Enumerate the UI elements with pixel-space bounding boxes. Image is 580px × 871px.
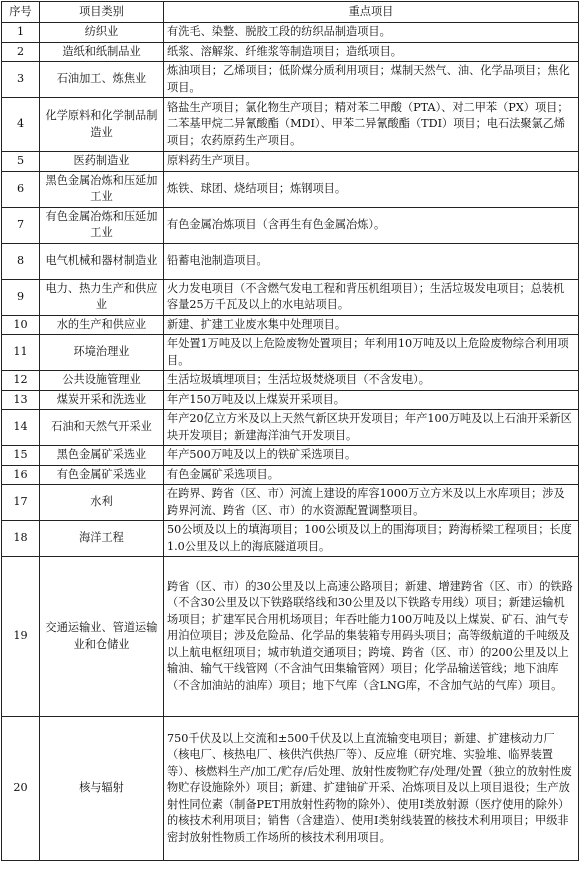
table-row — [2, 315, 579, 335]
row-number: 15 — [2, 446, 40, 466]
row-number: 4 — [2, 98, 40, 152]
row-projects: 在跨界、跨省（区、市）河流上建设的库容1000万立方米及以上水库项目；涉及跨界河流、跨省（区、市）的水资源配置调整项目。 — [164, 485, 579, 521]
table-row — [2, 371, 579, 391]
table-row — [2, 23, 579, 43]
table-row — [2, 465, 579, 485]
row-projects: 年产500万吨及以上的铁矿采选项目。 — [164, 446, 579, 466]
row-number: 11 — [2, 335, 40, 371]
table-row — [2, 410, 579, 446]
row-category: 海洋工程 — [40, 521, 164, 557]
row-number: 18 — [2, 521, 40, 557]
table-row — [2, 521, 579, 557]
row-projects: 铅蓄电池制造项目。 — [164, 243, 579, 279]
row-projects: 新建、扩建工业废水集中处理项目。 — [164, 315, 579, 335]
row-category: 化学原料和化学制品制造业 — [40, 98, 164, 152]
row-number: 8 — [2, 243, 40, 279]
row-category: 有色金属冶炼和压延加工业 — [40, 207, 164, 243]
table-row — [2, 485, 579, 521]
header-projects: 重点项目 — [164, 2, 579, 23]
table-row — [2, 557, 579, 717]
row-projects: 铬盐生产项目；氯化物生产项目；精对苯二甲酸（PTA）、对二甲苯（PX）项目；二苯基甲烷二异氰酸酯（MDI）、甲苯二异氰酸酯（TDI）项目；电石法聚氯乙烯项目；农药原药生产项目。 — [164, 98, 579, 152]
row-projects: 有色金属冶炼项目（含再生有色金属冶炼）。 — [164, 207, 579, 243]
header-no: 序号 — [2, 2, 40, 23]
row-number: 1 — [2, 23, 40, 43]
row-category: 煤炭开采和洗选业 — [40, 390, 164, 410]
row-projects: 原料药生产项目。 — [164, 152, 579, 172]
table-row — [2, 717, 579, 861]
row-category: 造纸和纸制品业 — [40, 42, 164, 62]
row-projects: 生活垃圾填埋项目；生活垃圾焚烧项目（不含发电）。 — [164, 371, 579, 391]
table-row — [2, 171, 579, 207]
row-category: 公共设施管理业 — [40, 371, 164, 391]
table-row — [2, 335, 579, 371]
row-category: 交通运输业、管道运输业和仓储业 — [40, 557, 164, 717]
row-projects: 有色金属矿采选项目。 — [164, 465, 579, 485]
row-category: 水利 — [40, 485, 164, 521]
table-row — [2, 446, 579, 466]
row-number: 3 — [2, 62, 40, 98]
row-category: 核与辐射 — [40, 717, 164, 861]
row-category: 石油加工、炼焦业 — [40, 62, 164, 98]
row-projects: 年产20亿立方米及以上天然气新区块开发项目；年产100万吨及以上石油开采新区块开发项目；新建海洋油气开发项目。 — [164, 410, 579, 446]
row-number: 5 — [2, 152, 40, 172]
row-number: 20 — [2, 717, 40, 861]
row-category: 电力、热力生产和供应业 — [40, 279, 164, 315]
row-projects: 有洗毛、染整、脱胶工段的纺织品制造项目。 — [164, 23, 579, 43]
row-number: 13 — [2, 390, 40, 410]
row-projects: 年产150万吨及以上煤炭开采项目。 — [164, 390, 579, 410]
row-number: 12 — [2, 371, 40, 391]
row-projects: 750千伏及以上交流和±500千伏及以上直流输变电项目；新建、扩建核动力厂（核电厂、核热电厂、核供汽供热厂等）、反应堆（研究堆、实验堆、临界装置等）、核燃料生产/加工/贮存/后处理、放射性废物贮存/处理/处置（独立的放射性废物贮存设施除外）项目；新建、扩建铀矿开采、冶炼项目及以上项目退役；生产放射性同位素（制备PET用放射性药物的除外）、使用Ⅰ类放射源（医疗使用的除外）的核技术利用项目；销售（含建造）、使用Ⅰ类射线装置的核技术利用项目；甲级非密封放射性物质工作场所的核技术利用项目。 — [164, 717, 579, 861]
key-projects-table — [1, 1, 579, 861]
row-category: 黑色金属矿采选业 — [40, 446, 164, 466]
row-number: 6 — [2, 171, 40, 207]
table-row — [2, 98, 579, 152]
table-row — [2, 62, 579, 98]
row-category: 纺织业 — [40, 23, 164, 43]
row-projects: 纸浆、溶解浆、纤维浆等制造项目；造纸项目。 — [164, 42, 579, 62]
row-number: 9 — [2, 279, 40, 315]
table-row — [2, 207, 579, 243]
header-category: 项目类别 — [40, 2, 164, 23]
table-row — [2, 279, 579, 315]
table-row — [2, 390, 579, 410]
row-projects: 跨省（区、市）的30公里及以上高速公路项目；新建、增建跨省（区、市）的铁路（不含30公里及以下铁路联络线和30公里及以下铁路专用线）项目；新建运输机场项目；扩建军民合用机场项目；年吞吐能力100万吨及以上煤炭、矿石、油气专用泊位项目；涉及危险品、化学品的集装箱专用码头项目；高等级航道的千吨级及以上航电枢纽项目；城市轨道交通项目；跨境、跨省（区、市）的200公里及以上输油、输气干线管网（不含油气田集输管网）项目；化学品输送管线；地下油库（不含加油站的油库）项目；地下气库（含LNG库，不含加气站的气库）项目。 — [164, 557, 579, 717]
row-category: 石油和天然气开采业 — [40, 410, 164, 446]
table-row — [2, 42, 579, 62]
row-category: 环境治理业 — [40, 335, 164, 371]
row-projects: 火力发电项目（不含燃气发电工程和背压机组项目）；生活垃圾发电项目；总装机容量25万千瓦及以上的水电站项目。 — [164, 279, 579, 315]
row-number: 7 — [2, 207, 40, 243]
row-number: 16 — [2, 465, 40, 485]
row-projects: 年处置1万吨及以上危险废物处置项目；年利用10万吨及以上危险废物综合利用项目。 — [164, 335, 579, 371]
row-number: 17 — [2, 485, 40, 521]
row-projects: 炼铁、球团、烧结项目；炼钢项目。 — [164, 171, 579, 207]
row-category: 水的生产和供应业 — [40, 315, 164, 335]
row-projects: 50公顷及以上的填海项目；100公顷及以上的围海项目；跨海桥梁工程项目；长度1.0公里及以上的海底隧道项目。 — [164, 521, 579, 557]
row-category: 黑色金属冶炼和压延加工业 — [40, 171, 164, 207]
row-projects: 炼油项目；乙烯项目；低阶煤分质利用项目；煤制天然气、油、化学品项目；焦化项目。 — [164, 62, 579, 98]
table-row — [2, 243, 579, 279]
row-category: 电气机械和器材制造业 — [40, 243, 164, 279]
row-category: 医药制造业 — [40, 152, 164, 172]
table-row — [2, 152, 579, 172]
row-number: 19 — [2, 557, 40, 717]
row-category: 有色金属矿采选业 — [40, 465, 164, 485]
row-number: 10 — [2, 315, 40, 335]
row-number: 2 — [2, 42, 40, 62]
row-number: 14 — [2, 410, 40, 446]
table-header-row — [2, 2, 579, 23]
